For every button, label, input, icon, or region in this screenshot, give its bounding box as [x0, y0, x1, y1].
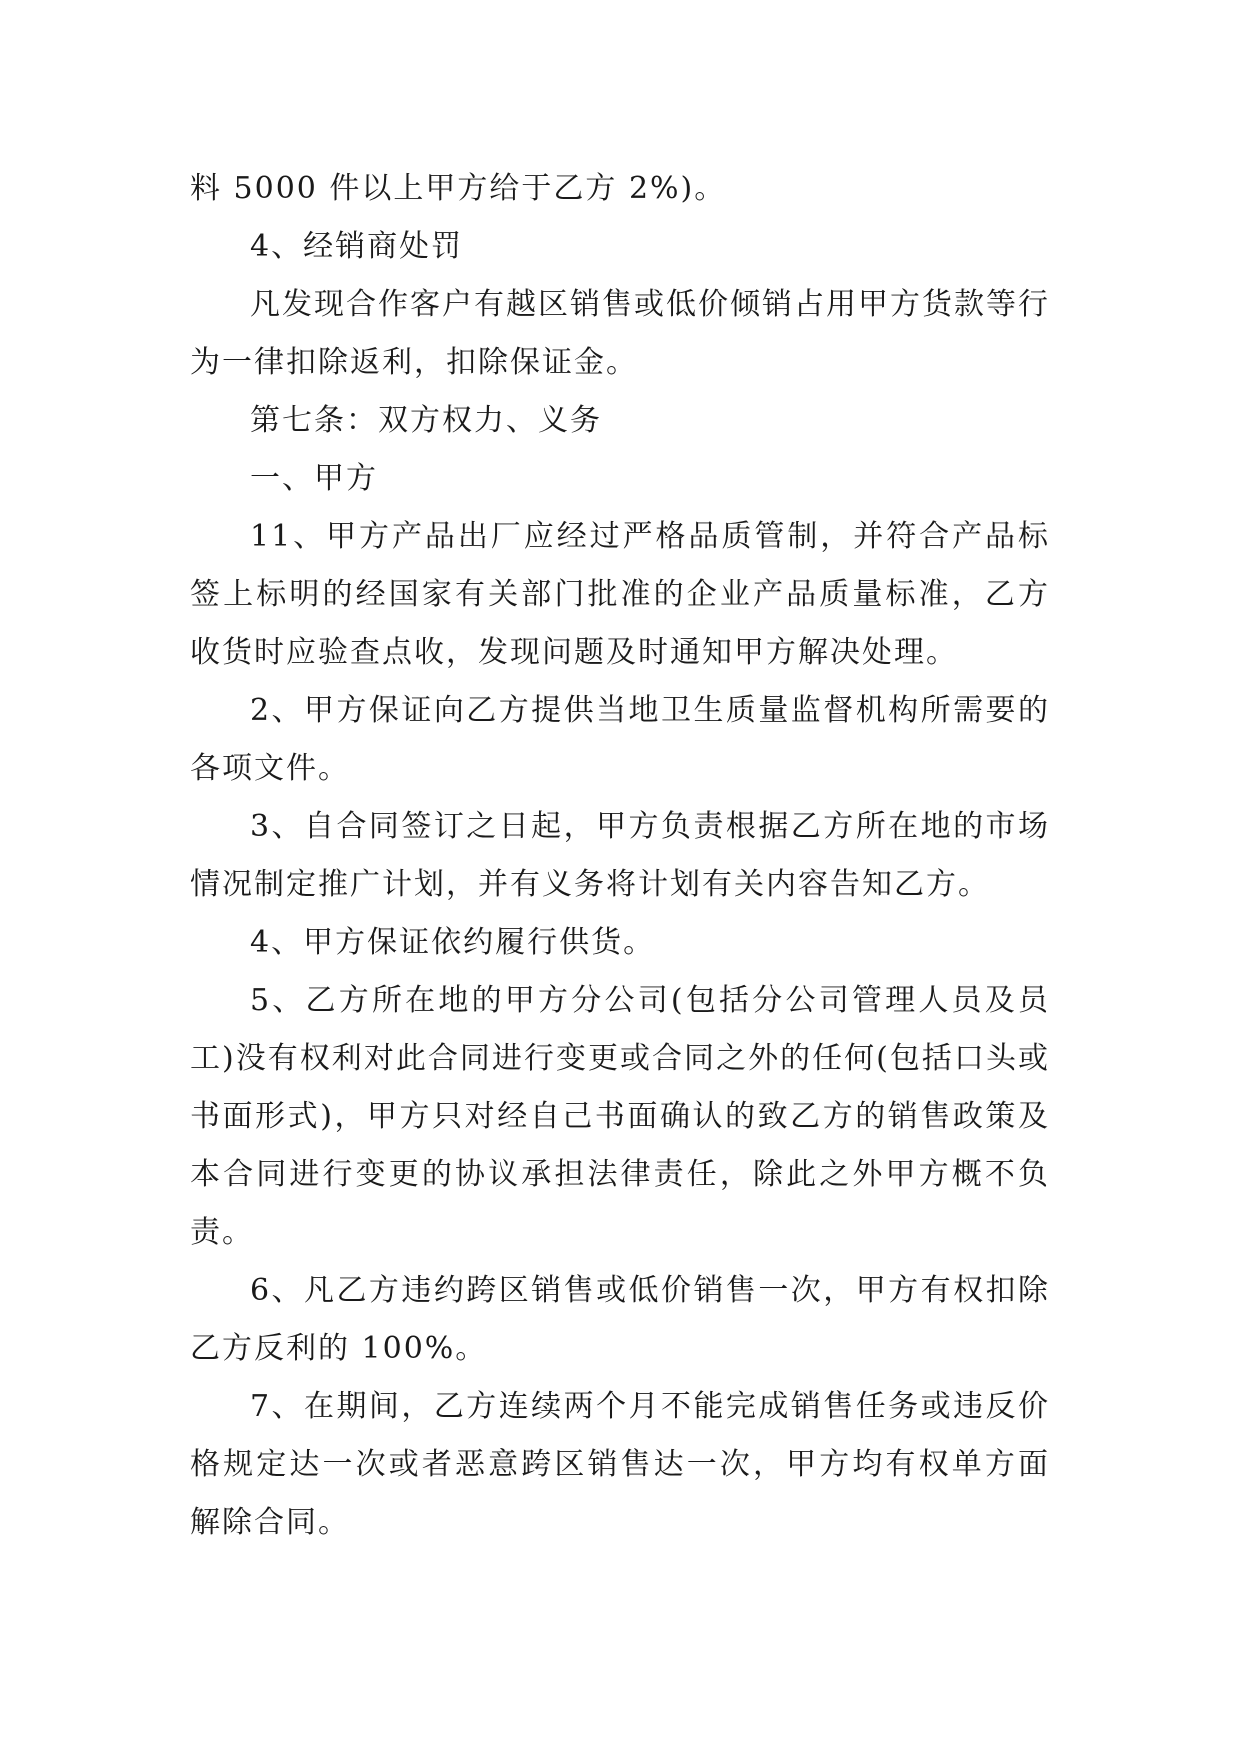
paragraph-item-4: 4、甲方保证依约履行供货。	[250, 925, 656, 960]
article-seven-heading: 第七条：双方权力、义务	[250, 403, 602, 438]
paragraph-dealer-penalty-heading: 4、经销商处罚	[250, 229, 464, 264]
party-a-heading: 一、甲方	[250, 461, 378, 496]
paragraph-item-5: 5、乙方所在地的甲方分公司(包括分公司管理人员及员工)没有权利对此合同进行变更或合同之外的任何(包括口头或书面形式)，甲方只对经自己书面确认的致乙方的销售政策及本合同进行变更的协议承担法律责任，除此之外甲方概不负责。	[190, 983, 1050, 1250]
paragraph-item-2: 2、甲方保证向乙方提供当地卫生质量监督机构所需要的各项文件。	[190, 693, 1050, 786]
paragraph-continuation: 料 5000 件以上甲方给于乙方 2%)。	[190, 171, 727, 206]
paragraph-item-3: 3、自合同签订之日起，甲方负责根据乙方所在地的市场情况制定推广计划，并有义务将计划有关内容告知乙方。	[190, 809, 1050, 902]
paragraph-item-11: 11、甲方产品出厂应经过严格品质管制，并符合产品标签上标明的经国家有关部门批准的企业产品质量标准，乙方收货时应验查点收，发现问题及时通知甲方解决处理。	[190, 519, 1050, 670]
paragraph-dealer-penalty: 凡发现合作客户有越区销售或低价倾销占用甲方货款等行为一律扣除返利，扣除保证金。	[190, 287, 1050, 380]
paragraph-item-7: 7、在期间，乙方连续两个月不能完成销售任务或违反价格规定达一次或者恶意跨区销售达一次，甲方均有权单方面解除合同。	[190, 1389, 1050, 1540]
paragraph-item-6: 6、凡乙方违约跨区销售或低价销售一次，甲方有权扣除乙方反利的 100%。	[190, 1273, 1050, 1366]
document-body	[190, 160, 1050, 1552]
